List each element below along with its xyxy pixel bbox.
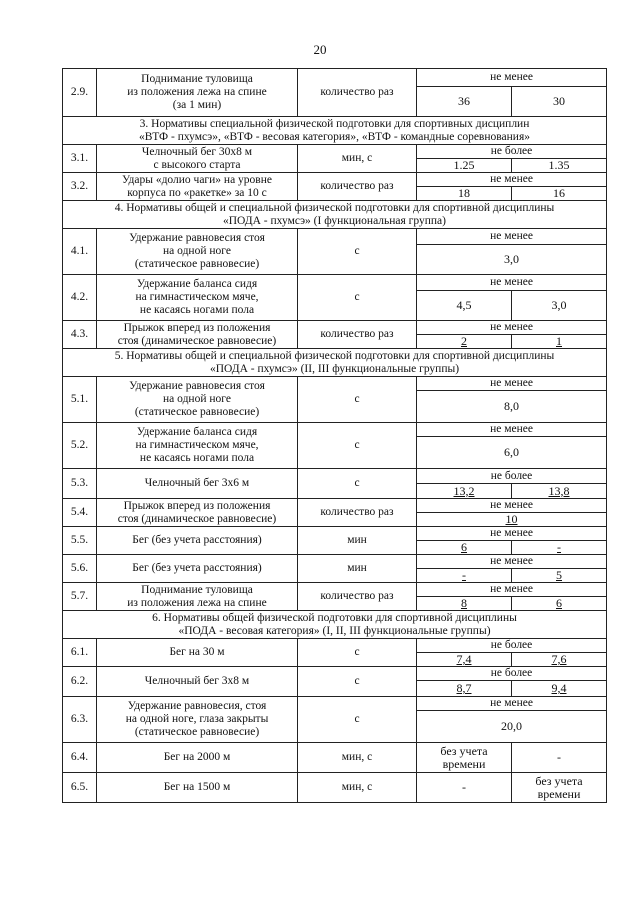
item-unit: с bbox=[298, 229, 417, 275]
standards-table bbox=[62, 68, 607, 803]
text-line: не касаясь ногами пола bbox=[139, 304, 255, 316]
item-number: 3.2. bbox=[63, 173, 97, 201]
text-line: Удержание равновесия стоя bbox=[129, 380, 265, 392]
item-name bbox=[97, 69, 298, 117]
value-cell: - bbox=[417, 569, 512, 583]
condition-label: не менее bbox=[417, 583, 607, 597]
value-cell: 1.35 bbox=[512, 159, 607, 173]
text-line: Прыжок вперед из положения bbox=[123, 321, 271, 334]
item-name bbox=[97, 555, 298, 583]
item-name bbox=[97, 173, 298, 201]
item-unit: мин bbox=[298, 527, 417, 555]
value-cell: - bbox=[512, 541, 607, 555]
value-cell: 2 bbox=[417, 335, 512, 349]
item-number: 5.5. bbox=[63, 527, 97, 555]
table-row bbox=[63, 377, 607, 391]
text-line: «ПОДА - весовая категория» (I, II, III функциональные группы) bbox=[178, 624, 491, 637]
section-row bbox=[63, 201, 607, 229]
item-name bbox=[97, 321, 298, 349]
item-name bbox=[97, 667, 298, 697]
text-line: Челночный бег 30х8 м bbox=[141, 145, 253, 158]
table-row bbox=[63, 527, 607, 541]
item-number: 2.9. bbox=[63, 69, 97, 117]
item-name bbox=[97, 499, 298, 527]
text-line: Удержание баланса сидя bbox=[136, 426, 258, 438]
text-line: Бег на 2000 м bbox=[163, 751, 231, 763]
text-line: «ПОДА - пхумсэ» (II, III функциональные группы) bbox=[209, 362, 460, 375]
condition-label: не менее bbox=[417, 423, 607, 437]
item-unit: количество раз bbox=[298, 173, 417, 201]
item-number: 4.3. bbox=[63, 321, 97, 349]
item-number: 5.1. bbox=[63, 377, 97, 423]
item-unit: мин, с bbox=[298, 145, 417, 173]
condition-label: не менее bbox=[417, 275, 607, 291]
item-unit: с bbox=[298, 377, 417, 423]
condition-label: не менее bbox=[417, 527, 607, 541]
item-number: 6.4. bbox=[63, 743, 97, 773]
text-line: Челночный бег 3х6 м bbox=[144, 477, 250, 489]
text-line: из положения лежа на спине bbox=[127, 86, 267, 98]
text-line: на гимнастическом мяче, bbox=[135, 439, 259, 451]
section-title bbox=[63, 201, 607, 229]
text-line: корпуса по «ракетке» за 10 с bbox=[127, 186, 267, 199]
value-cell: 36 bbox=[417, 87, 512, 117]
condition-label: не более bbox=[417, 145, 607, 159]
value-cell: без учета времени bbox=[417, 743, 512, 773]
value-cell: 9,4 bbox=[512, 681, 607, 697]
item-unit: с bbox=[298, 639, 417, 667]
text-line: Удары «долио чаги» на уровне bbox=[121, 173, 272, 186]
text-line: (статическое равновесие) bbox=[134, 406, 260, 418]
item-name bbox=[97, 639, 298, 667]
item-unit: количество раз bbox=[298, 583, 417, 611]
item-name bbox=[97, 469, 298, 499]
value-cell: 3,0 bbox=[512, 291, 607, 321]
text-line: на гимнастическом мяче, bbox=[135, 291, 259, 303]
item-number: 6.1. bbox=[63, 639, 97, 667]
text-line: Бег на 1500 м bbox=[163, 781, 231, 793]
item-number: 5.3. bbox=[63, 469, 97, 499]
item-name bbox=[97, 275, 298, 321]
page-number: 20 bbox=[313, 42, 327, 57]
text-line: с высокого старта bbox=[153, 158, 241, 171]
text-line: Поднимание туловища bbox=[141, 73, 253, 85]
value-cell: 4,5 bbox=[417, 291, 512, 321]
item-unit: мин, с bbox=[298, 773, 417, 803]
item-unit: мин, с bbox=[298, 743, 417, 773]
table-row bbox=[63, 469, 607, 484]
condition-label: не более bbox=[417, 469, 607, 484]
item-number: 3.1. bbox=[63, 145, 97, 173]
value-cell: - bbox=[512, 743, 607, 773]
table-row bbox=[63, 773, 607, 803]
value-cell: 16 bbox=[512, 187, 607, 201]
value-cell: 7,6 bbox=[512, 653, 607, 667]
text-line: 5. Нормативы общей и специальной физической подготовки для спортивной дисциплины bbox=[114, 349, 555, 362]
item-unit: с bbox=[298, 275, 417, 321]
text-line: Бег (без учета расстояния) bbox=[132, 562, 262, 574]
section-title bbox=[63, 117, 607, 145]
item-name bbox=[97, 583, 298, 611]
table-row bbox=[63, 499, 607, 513]
item-number: 4.2. bbox=[63, 275, 97, 321]
item-unit: количество раз bbox=[298, 499, 417, 527]
table-row bbox=[63, 321, 607, 335]
text-line: (за 1 мин) bbox=[172, 99, 222, 111]
value-cell: 5 bbox=[512, 569, 607, 583]
item-name bbox=[97, 423, 298, 469]
value-cell: 13,8 bbox=[512, 484, 607, 499]
table-row bbox=[63, 583, 607, 597]
value-cell: 13,2 bbox=[417, 484, 512, 499]
text-line: Удержание баланса сидя bbox=[136, 278, 258, 290]
item-name bbox=[97, 527, 298, 555]
section-title bbox=[63, 611, 607, 639]
text-line: из положения лежа на спине bbox=[127, 596, 267, 609]
table-row bbox=[63, 555, 607, 569]
text-line: Удержание равновесия, стоя bbox=[127, 700, 267, 712]
text-line: стоя (динамическое равновесие) bbox=[117, 334, 277, 347]
text-line: не касаясь ногами пола bbox=[139, 452, 255, 464]
item-number: 4.1. bbox=[63, 229, 97, 275]
condition-label: не более bbox=[417, 667, 607, 681]
text-line: стоя (динамическое равновесие) bbox=[117, 512, 277, 525]
value-cell: 10 bbox=[417, 513, 607, 527]
table-row bbox=[63, 173, 607, 187]
value-cell: 6 bbox=[417, 541, 512, 555]
condition-label: не менее bbox=[417, 321, 607, 335]
table-row bbox=[63, 145, 607, 159]
text-line: «ПОДА - пхумсэ» (I функциональная группа) bbox=[223, 214, 446, 227]
table-row bbox=[63, 667, 607, 681]
text-line: 4. Нормативы общей и специальной физической подготовки для спортивной дисциплины bbox=[114, 201, 555, 214]
condition-label: не менее bbox=[417, 555, 607, 569]
item-number: 5.7. bbox=[63, 583, 97, 611]
section-title bbox=[63, 349, 607, 377]
text-line: (статическое равновесие) bbox=[134, 258, 260, 270]
item-unit: с bbox=[298, 667, 417, 697]
item-unit: количество раз bbox=[298, 321, 417, 349]
item-name bbox=[97, 743, 298, 773]
item-unit: с bbox=[298, 697, 417, 743]
value-cell: 8 bbox=[417, 597, 512, 611]
value-cell: 1 bbox=[512, 335, 607, 349]
value-cell: 1.25 bbox=[417, 159, 512, 173]
text-line: Бег на 30 м bbox=[169, 646, 225, 658]
table-row bbox=[63, 69, 607, 87]
section-row bbox=[63, 349, 607, 377]
value-cell: - bbox=[417, 773, 512, 803]
value-cell: 6,0 bbox=[417, 437, 607, 469]
condition-label: не менее bbox=[417, 69, 607, 87]
item-number: 5.4. bbox=[63, 499, 97, 527]
item-number: 6.3. bbox=[63, 697, 97, 743]
value-cell: 6 bbox=[512, 597, 607, 611]
table-row bbox=[63, 275, 607, 291]
value-cell: 8,7 bbox=[417, 681, 512, 697]
table-row bbox=[63, 639, 607, 653]
value-cell: 7,4 bbox=[417, 653, 512, 667]
item-unit: с bbox=[298, 423, 417, 469]
item-number: 6.2. bbox=[63, 667, 97, 697]
condition-label: не менее bbox=[417, 229, 607, 245]
item-unit: мин bbox=[298, 555, 417, 583]
condition-label: не менее bbox=[417, 499, 607, 513]
section-row bbox=[63, 117, 607, 145]
text-line: 6. Нормативы общей физической подготовки для спортивной дисциплины bbox=[152, 611, 517, 624]
table-row bbox=[63, 423, 607, 437]
item-number: 5.2. bbox=[63, 423, 97, 469]
item-name bbox=[97, 145, 298, 173]
text-line: (статическое равновесие) bbox=[134, 726, 260, 738]
item-name bbox=[97, 229, 298, 275]
value-cell: без учета времени bbox=[512, 773, 607, 803]
item-number: 6.5. bbox=[63, 773, 97, 803]
item-unit: с bbox=[298, 469, 417, 499]
condition-label: не более bbox=[417, 639, 607, 653]
value-cell: 3,0 bbox=[417, 245, 607, 275]
table-row bbox=[63, 697, 607, 711]
text-line: Бег (без учета расстояния) bbox=[132, 534, 262, 546]
text-line: Прыжок вперед из положения bbox=[123, 499, 271, 512]
value-cell: 8,0 bbox=[417, 391, 607, 423]
section-row bbox=[63, 611, 607, 639]
item-number: 5.6. bbox=[63, 555, 97, 583]
table-row bbox=[63, 229, 607, 245]
item-unit: количество раз bbox=[298, 69, 417, 117]
table-row bbox=[63, 743, 607, 773]
text-line: «ВТФ - пхумсэ», «ВТФ - весовая категория», «ВТФ - командные соревнования» bbox=[139, 130, 530, 143]
text-line: Удержание равновесия стоя bbox=[129, 232, 265, 244]
item-name bbox=[97, 697, 298, 743]
condition-label: не менее bbox=[417, 173, 607, 187]
text-line: на одной ноге bbox=[163, 245, 231, 257]
value-cell: 30 bbox=[512, 87, 607, 117]
text-line: на одной ноге, глаза закрыты bbox=[125, 713, 269, 725]
value-cell: 18 bbox=[417, 187, 512, 201]
condition-label: не менее bbox=[417, 697, 607, 711]
value-cell: 20,0 bbox=[417, 711, 607, 743]
item-name bbox=[97, 377, 298, 423]
text-line: 3. Нормативы специальной физической подготовки для спортивных дисциплин bbox=[139, 117, 530, 130]
text-line: Челночный бег 3х8 м bbox=[144, 675, 250, 687]
text-line: на одной ноге bbox=[163, 393, 231, 405]
text-line: Поднимание туловища bbox=[141, 583, 253, 596]
item-name bbox=[97, 773, 298, 803]
condition-label: не менее bbox=[417, 377, 607, 391]
